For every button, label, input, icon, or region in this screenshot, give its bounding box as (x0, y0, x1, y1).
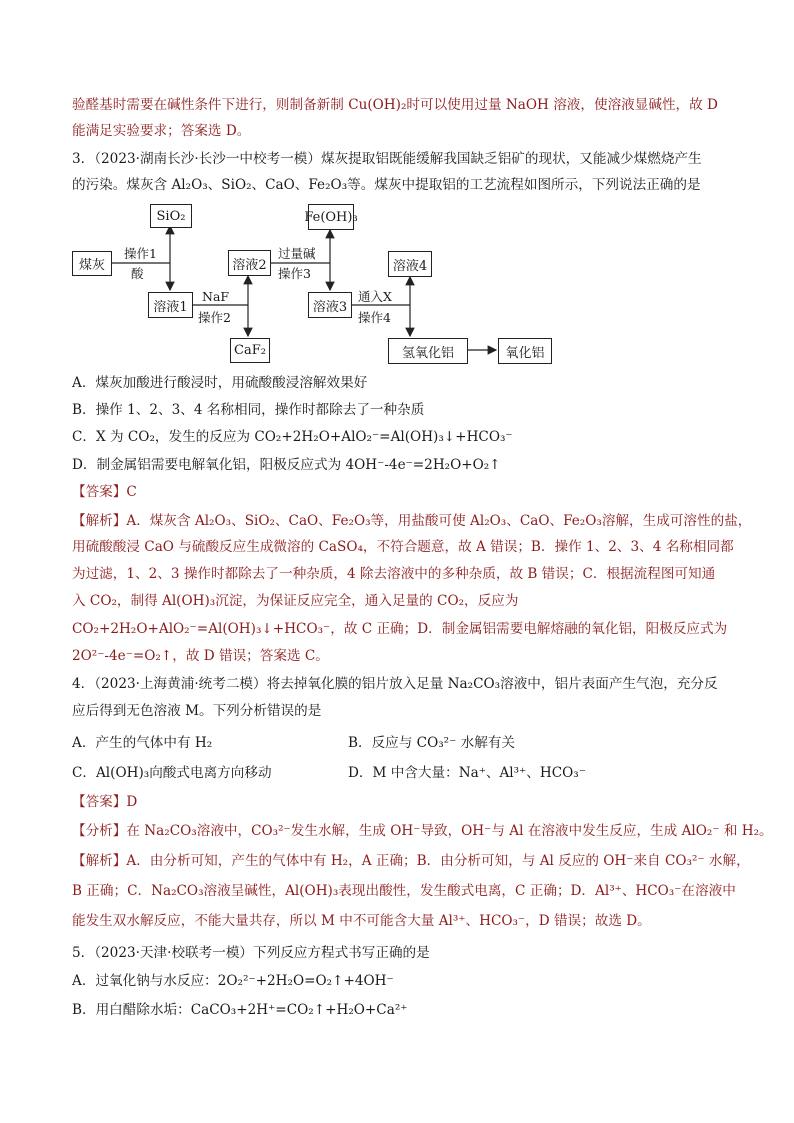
question-4-stem: 4．（2023·上海黄浦·统考二模）将去掉氧化膜的铝片放入足量 Na₂CO₃溶液中，铝片表面产生气泡，充分反 (72, 676, 718, 692)
explanation-4: B 正确；C．Na₂CO₃溶液呈碱性，Al(OH)₃表现出酸性，发生酸式电离，C 正确；D．Al³⁺、HCO₃⁻在溶液中 (72, 883, 736, 899)
label-pass-x: 通入X (358, 289, 392, 304)
question-5-option-b: B．用白醋除水垢：CaCO₃+2H⁺=CO₂↑+H₂O+Ca²⁺ (72, 1002, 408, 1018)
solution-1-box: 溶液1 (148, 292, 193, 318)
label-excess-base: 过量碱 (278, 246, 316, 261)
solution-4-box: 溶液4 (388, 251, 432, 277)
question-4-option-c: C．Al(OH)₃向酸式电离方向移动 (72, 765, 272, 781)
label-op3: 操作3 (278, 266, 311, 281)
text-line: 验醛基时需要在碱性条件下进行，则制备新制 Cu(OH)₂时可以使用过量 NaOH 溶液，使溶液显碱性，故 D (72, 97, 718, 113)
question-3-option-a: A．煤灰加酸进行酸浸时，用硫酸酸浸溶解效果好 (72, 375, 368, 391)
explanation-3: 入 CO₂，制得 Al(OH)₃沉淀，为保证反应完全，通入足量的 CO₂，反应为 (72, 593, 519, 609)
question-4-option-d: D．M 中含大量：Na⁺、Al³⁺、HCO₃⁻ (348, 765, 586, 781)
explanation-3: 为过滤，1、2、3 操作时都除去了一种杂质，4 除去溶液中的多种杂质，故 B 错误；C．根据流程图可知通 (72, 566, 716, 582)
explanation-3: 【解析】A．煤灰含 Al₂O₃、SiO₂、CaO、Fe₂O₃等，用盐酸可使 Al₂O₃、CaO、Fe₂O₃溶解，生成可溶性的盐， (72, 513, 752, 529)
question-4-stem: 应后得到无色溶液 M。下列分析错误的是 (72, 703, 322, 719)
label-op1: 操作1 (124, 246, 157, 261)
solution-2-box: 溶液2 (228, 250, 271, 276)
explanation-4: 能发生双水解反应，不能大量共存，所以 M 中不可能含大量 Al³⁺、HCO₃⁻，D 错误；故选 D。 (72, 913, 651, 929)
answer-3: 【答案】C (72, 484, 137, 500)
sio2-box: SiO₂ (150, 204, 192, 228)
explanation-3: CO₂+2H₂O+AlO₂⁻=Al(OH)₃↓+HCO₃⁻，故 C 正确；D．制金属铝需要电解熔融的氧化铝，阳极反应式为 (72, 621, 728, 637)
aluminum-hydroxide-box: 氢氧化铝 (388, 338, 468, 364)
aluminum-oxide-box: 氧化铝 (498, 338, 552, 364)
text-line: 能满足实验要求；答案选 D。 (72, 123, 251, 139)
analysis-4: 【分析】在 Na₂CO₃溶液中，CO₃²⁻发生水解，生成 OH⁻导致，OH⁻与 Al 在溶液中发生反应，生成 AlO₂⁻ 和 H₂。 (72, 823, 773, 839)
solution-3-box: 溶液3 (308, 292, 352, 318)
question-4-option-a: A．产生的气体中有 H₂ (72, 735, 213, 751)
explanation-3: 用硫酸酸浸 CaO 与硫酸反应生成微溶的 CaSO₄，不符合题意，故 A 错误；B．操作 1、2、3、4 名称相同都 (72, 539, 734, 555)
explanation-4: 【解析】A．由分析可知，产生的气体中有 H₂，A 正确；B．由分析可知，与 Al 反应的 OH⁻来自 CO₃²⁻ 水解， (72, 853, 750, 869)
question-3-option-b: B．操作 1、2、3、4 名称相同，操作时都除去了一种杂质 (72, 402, 425, 418)
question-5-stem: 5．（2023·天津·校联考一模）下列反应方程式书写正确的是 (72, 945, 430, 961)
question-3-option-c: C．X 为 CO₂，发生的反应为 CO₂+2H₂O+AlO₂⁻=Al(OH)₃↓+HCO₃⁻ (72, 429, 513, 445)
question-3-stem: 的污染。煤灰含 Al₂O₃、SiO₂、CaO、Fe₂O₃等。煤灰中提取铝的工艺流程如图所示，下列说法正确的是 (72, 177, 701, 193)
label-op4: 操作4 (358, 310, 391, 325)
answer-4: 【答案】D (72, 794, 138, 810)
coal-box: 煤灰 (72, 251, 112, 276)
question-4-option-b: B．反应与 CO₃²⁻ 水解有关 (348, 735, 516, 751)
caf2-box: CaF₂ (230, 338, 270, 363)
question-3-stem: 3．（2023·湖南长沙·长沙一中校考一模）煤灰提取铝既能缓解我国缺乏铝矿的现状，又能减少煤燃烧产生 (72, 151, 702, 167)
label-naf: NaF (202, 289, 230, 304)
flow-arrows (0, 0, 794, 380)
explanation-3: 2O²⁻-4e⁻=O₂↑，故 D 错误；答案选 C。 (72, 648, 329, 664)
label-op2: 操作2 (198, 310, 231, 325)
question-3-option-d: D．制金属铝需要电解氧化铝，阳极反应式为 4OH⁻-4e⁻=2H₂O+O₂↑ (72, 457, 501, 473)
feoh3-box: Fe(OH)₃ (308, 204, 354, 230)
question-5-option-a: A．过氧化钠与水反应：2O₂²⁻+2H₂O=O₂↑+4OH⁻ (72, 973, 394, 989)
label-acid: 酸 (131, 266, 144, 281)
